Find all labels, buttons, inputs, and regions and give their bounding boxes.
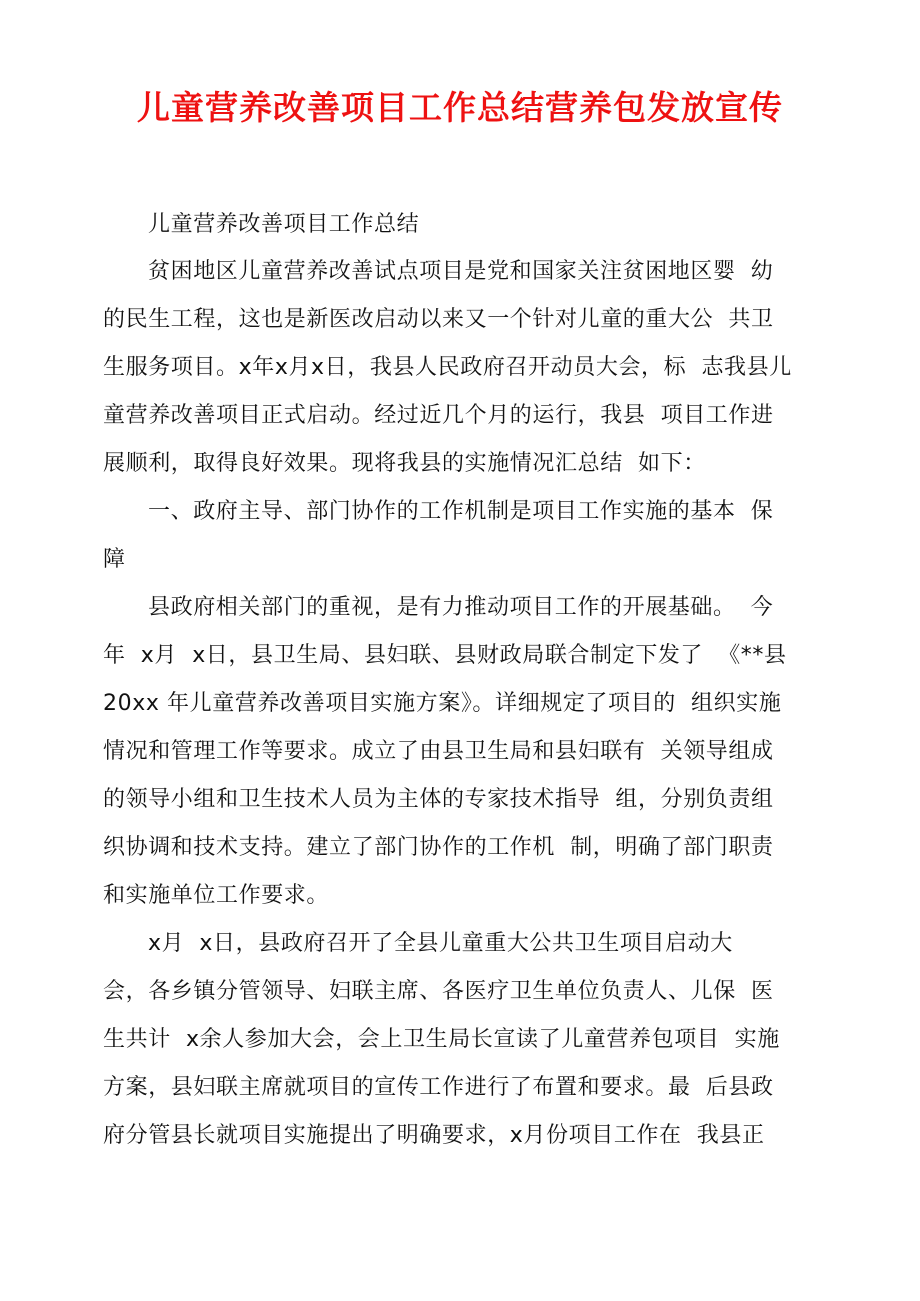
paragraph-line: 县政府相关部门的重视，是有力推动项目工作的开展基础。 今 bbox=[148, 595, 774, 620]
paragraph-line: 20xx 年儿童营养改善项目实施方案》。详细规定了项目的 组织实施 bbox=[103, 691, 782, 716]
paragraph-line: 童营养改善项目正式启动。经过近几个月的运行，我县 项目工作进 bbox=[103, 403, 774, 428]
paragraph-line: x月 x日，县政府召开了全县儿童重大公共卫生项目启动大 bbox=[148, 931, 733, 956]
paragraph-line: 贫困地区儿童营养改善试点项目是党和国家关注贫困地区婴 幼 bbox=[148, 259, 774, 284]
paragraph-line: 展顺利，取得良好效果。现将我县的实施情况汇总结 如下： bbox=[103, 451, 706, 476]
paragraph-line: 织协调和技术支持。建立了部门协作的工作机 制，明确了部门职责 bbox=[103, 835, 774, 860]
section-subtitle: 儿童营养改善项目工作总结 bbox=[148, 212, 420, 237]
paragraph-line: 的领导小组和卫生技术人员为主体的专家技术指导 组，分别负责组 bbox=[103, 787, 774, 812]
paragraph-line: 情况和管理工作等要求。成立了由县卫生局和县妇联有 关领导组成 bbox=[103, 739, 774, 764]
paragraph-line: 和实施单位工作要求。 bbox=[103, 883, 330, 908]
section-heading: 一、政府主导、部门协作的工作机制是项目工作实施的基本 保 bbox=[148, 499, 774, 524]
paragraph-line: 会，各乡镇分管领导、妇联主席、各医疗卫生单位负责人、儿保 医 bbox=[103, 979, 774, 1004]
paragraph-line: 年 x月 x日，县卫生局、县妇联、县财政局联合制定下发了 《**县 bbox=[103, 643, 787, 668]
paragraph-line: 方案，县妇联主席就项目的宣传工作进行了布置和要求。最 后县政 bbox=[103, 1075, 774, 1100]
section-heading: 障 bbox=[103, 547, 126, 572]
paragraph-line: 生服务项目。x年x月x日，我县人民政府召开动员大会，标 志我县儿 bbox=[103, 355, 792, 380]
document-title: 儿童营养改善项目工作总结营养包发放宣传 bbox=[137, 88, 783, 127]
paragraph-line: 生共计 x余人参加大会，会上卫生局长宣读了儿童营养包项目 实施 bbox=[103, 1027, 780, 1052]
paragraph-line: 府分管县长就项目实施提出了明确要求，x月份项目工作在 我县正 bbox=[103, 1123, 765, 1148]
paragraph-line: 的民生工程，这也是新医改启动以来又一个针对儿童的重大公 共卫 bbox=[103, 307, 774, 332]
